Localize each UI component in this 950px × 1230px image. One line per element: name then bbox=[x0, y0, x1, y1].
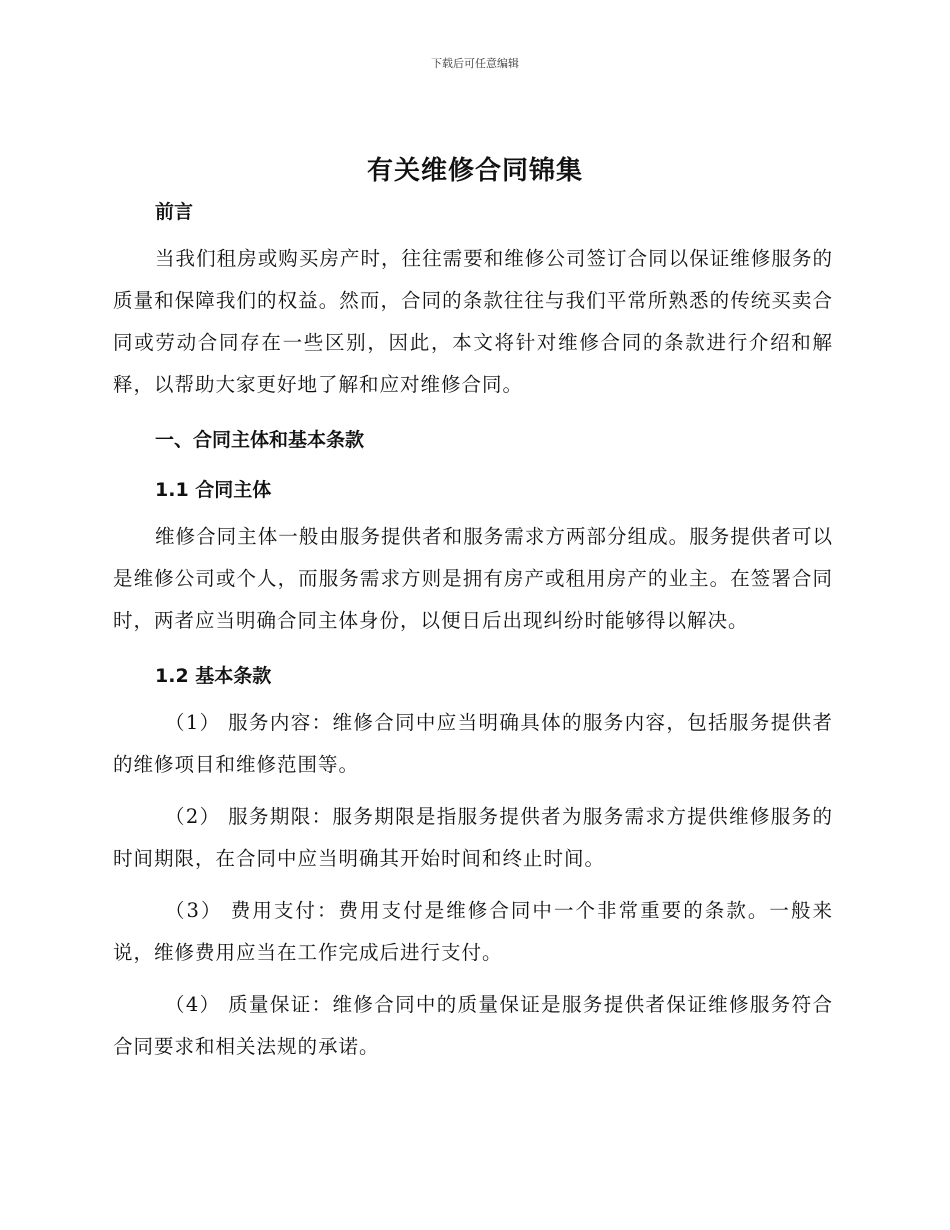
section-1-2-heading: 1.2 基本条款 bbox=[155, 665, 272, 687]
document-title: 有关维修合同锦集 bbox=[366, 156, 583, 186]
section-1-heading: 一、合同主体和基本条款 bbox=[155, 429, 365, 451]
list-item: （1） 服务内容：维修合同中应当明确具体的服务内容，包括服务提供者的维修项目和维修范围等。 bbox=[113, 711, 833, 776]
list-item: （3） 费用支付：费用支付是维修合同中一个非常重要的条款。一般来说，维修费用应当在工作完成后进行支付。 bbox=[113, 899, 833, 964]
header-note: 下载后可任意编辑 bbox=[431, 57, 519, 70]
document-body bbox=[113, 196, 833, 1068]
list-item: （2） 服务期限：服务期限是指服务提供者为服务需求方提供维修服务的时间期限，在合同中应当明确其开始时间和终止时间。 bbox=[113, 805, 833, 870]
section-1-1-heading: 1.1 合同主体 bbox=[155, 479, 272, 501]
preface-heading: 前言 bbox=[155, 201, 194, 223]
section-1-1-paragraph: 维修合同主体一般由服务提供者和服务需求方两部分组成。服务提供者可以是维修公司或个人，而服务需求方则是拥有房产或租用房产的业主。在签署合同时，两者应当明确合同主体身份，以便日后出现纠纷时能够得以解决。 bbox=[113, 525, 833, 632]
preface-paragraph: 当我们租房或购买房产时，往往需要和维修公司签订合同以保证维修服务的质量和保障我们的权益。然而，合同的条款往往与我们平常所熟悉的传统买卖合同或劳动合同存在一些区别，因此，本文将针对维修合同的条款进行介绍和解释，以帮助大家更好地了解和应对维修合同。 bbox=[113, 247, 833, 396]
list-item: （4） 质量保证：维修合同中的质量保证是服务提供者保证维修服务符合合同要求和相关法规的承诺。 bbox=[113, 993, 833, 1058]
